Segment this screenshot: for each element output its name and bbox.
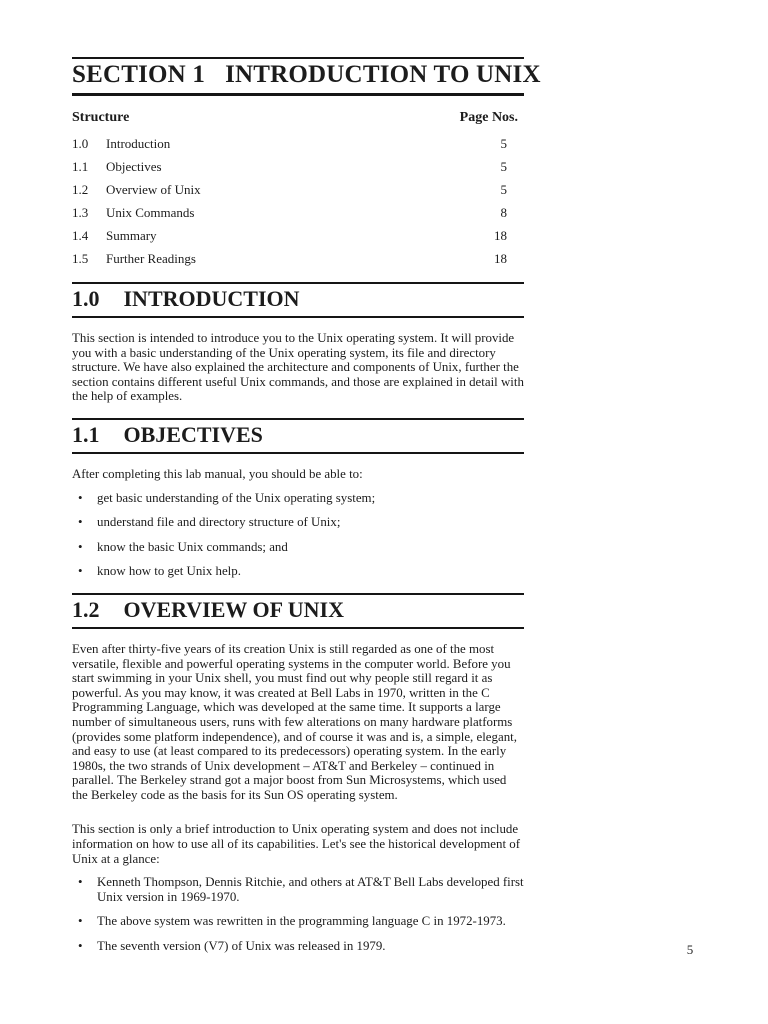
toc-row	[72, 227, 524, 245]
section-title-text: INTRODUCTION TO UNIX	[225, 61, 541, 88]
toc-item-number: 1.0	[72, 136, 89, 151]
list-item-text: know how to get Unix help.	[97, 564, 241, 579]
toc-item-title: Objectives	[106, 159, 162, 174]
history-list	[72, 875, 524, 953]
heading-introduction	[72, 282, 524, 318]
toc-item-title: Summary	[106, 228, 157, 243]
paragraph: This section is only a brief introduction to Unix operating system and does not include information on how to use all of its capabilities. Let's see the historical development of Unix at a glance:	[72, 822, 521, 866]
heading-number: 1.0	[72, 286, 100, 311]
toc-item-page: 18	[494, 228, 507, 243]
structure-label: Structure	[72, 110, 130, 125]
list-item-text: Kenneth Thompson, Dennis Ritchie, and others at AT&T Bell Labs developed first Unix version in 1969-1970.	[97, 875, 524, 904]
list-item	[72, 540, 524, 555]
toc-item-title: Unix Commands	[106, 205, 195, 220]
bullet-icon: •	[78, 490, 83, 505]
list-item	[72, 875, 524, 904]
list-item	[72, 939, 524, 954]
toc-item-number: 1.3	[72, 205, 89, 220]
list-item	[72, 564, 524, 579]
toc-item-page: 5	[500, 159, 507, 174]
page-number: 5	[686, 942, 694, 957]
list-item-text: understand file and directory structure of Unix;	[97, 515, 341, 530]
toc-item-number: 1.4	[72, 228, 89, 243]
toc-row	[72, 181, 524, 199]
heading-text: INTRODUCTION	[123, 286, 300, 311]
toc-item-page: 5	[500, 182, 507, 197]
paragraph: This section is intended to introduce you to the Unix operating system. It will provide you with a basic understanding of the Unix operating system, its file and directory structure. We have also explained the architecture and components of Unix, further the section contains different useful Unix commands, and those are explained in detail with the help of examples.	[72, 331, 524, 404]
list-item-text: The above system was rewritten in the programming language C in 1972-1973.	[97, 914, 506, 929]
toc-item-title: Introduction	[106, 136, 171, 151]
section-overview-of-unix	[72, 593, 524, 954]
toc-row	[72, 135, 524, 153]
list-item	[72, 515, 524, 530]
bullet-icon: •	[78, 564, 83, 579]
paragraph: Even after thirty-five years of its creation Unix is still regarded as one of the most versatile, flexible and powerful operating systems in the computer world. Before you start swimming in your Unix shell, you must find out why people still regard it as powerful. As you may know, it was created at Bell Labs in 1970, written in the C Programming Language, which was developed at the same time. It supports a large number of simultaneous users, runs with few alterations on many hardware platforms (provides some platform independence), and of course it was and is, a simple, elegant, and easy to use (at least compared to its predecessors) operating system. In the early 1980s, the two strands of Unix development – AT&T and Berkeley – continued in parallel. The Berkeley strand got a major boost from Sun Microsystems, which used the Berkeley code as the basis for its Sun OS operating system.	[72, 641, 517, 802]
bullet-icon: •	[78, 875, 83, 890]
heading-text: OVERVIEW OF UNIX	[123, 596, 344, 622]
page-nos-label: Page Nos.	[459, 110, 518, 125]
heading-text: OBJECTIVES	[123, 421, 263, 447]
list-item-text: know the basic Unix commands; and	[97, 539, 288, 554]
toc-item-number: 1.1	[72, 159, 89, 174]
bullet-icon: •	[78, 515, 83, 530]
toc-list	[72, 135, 524, 268]
section-introduction	[72, 282, 524, 404]
bullet-icon: •	[78, 914, 83, 929]
toc-item-page: 18	[494, 251, 507, 266]
section-title	[72, 57, 541, 96]
list-item-text: The seventh version (V7) of Unix was released in 1979.	[97, 939, 386, 954]
heading-number: 1.1	[72, 421, 100, 447]
bullet-icon: •	[78, 539, 83, 554]
list-item-text: get basic understanding of the Unix operating system;	[97, 490, 376, 505]
heading-number: 1.2	[72, 596, 100, 622]
toc-item-page: 5	[500, 136, 507, 151]
toc-item-page: 8	[500, 205, 507, 220]
section-title-number: SECTION 1	[72, 61, 206, 88]
list-item	[72, 491, 524, 506]
bullet-icon: •	[78, 939, 83, 954]
heading-overview-of-unix	[72, 593, 524, 629]
objectives-intro: After completing this lab manual, you should be able to:	[72, 466, 363, 481]
toc-header	[72, 110, 524, 126]
list-item	[72, 914, 524, 929]
text-column	[72, 57, 541, 964]
section-objectives	[72, 418, 524, 579]
objectives-list	[72, 491, 524, 579]
toc-item-title: Further Readings	[106, 251, 196, 266]
toc-row	[72, 204, 524, 222]
toc-row	[72, 250, 524, 268]
toc-row	[72, 158, 524, 176]
toc-item-title: Overview of Unix	[106, 182, 201, 197]
toc-item-number: 1.2	[72, 182, 89, 197]
toc-item-number: 1.5	[72, 251, 89, 266]
heading-objectives	[72, 418, 524, 454]
